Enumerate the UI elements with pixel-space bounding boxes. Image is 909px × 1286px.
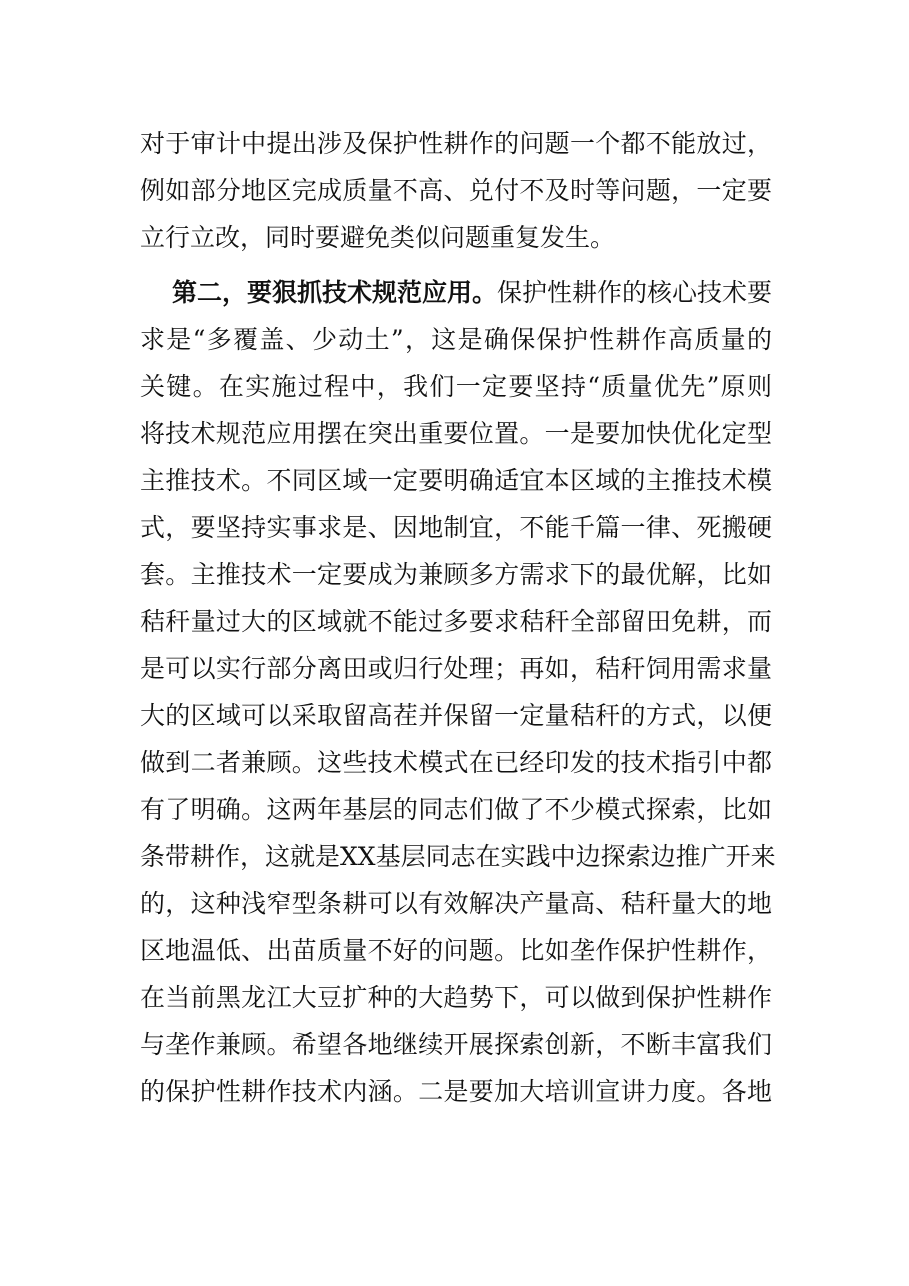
paragraph-2-first-line-text: 保护性耕作的核心技术要 bbox=[497, 278, 773, 307]
paragraph-2 bbox=[140, 269, 776, 1115]
paragraph-2-line: 做到二者兼顾。这些技术模式在已经印发的技术指引中都 bbox=[140, 748, 772, 777]
paragraph-2-line: 式，要坚持实事求是、因地制宜，不能千篇一律、死搬硬 bbox=[140, 513, 772, 542]
paragraph-2-line: 与垄作兼顾。希望各地继续开展探索创新，不断丰富我们 bbox=[140, 1030, 772, 1059]
document-body bbox=[140, 120, 776, 1115]
paragraph-2-heading: 第二，要狠抓技术规范应用。 bbox=[172, 278, 498, 307]
paragraph-2-line: 求是“多覆盖、少动土”，这是确保保护性耕作高质量的 bbox=[140, 325, 772, 354]
paragraph-2-line: 大的区域可以采取留高茬并保留一定量秸秆的方式，以便 bbox=[140, 701, 772, 730]
paragraph-2-line: 有了明确。这两年基层的同志们做了不少模式探索，比如 bbox=[140, 795, 772, 824]
paragraph-2-line: 秸秆量过大的区域就不能过多要求秸秆全部留田免耕，而 bbox=[140, 607, 772, 636]
paragraph-2-first-line bbox=[140, 269, 772, 316]
paragraph-1 bbox=[140, 120, 772, 261]
paragraph-2-line: 的，这种浅窄型条耕可以有效解决产量高、秸秆量大的地 bbox=[140, 889, 772, 918]
paragraph-2-line: 是可以实行部分离田或归行处理；再如，秸秆饲用需求量 bbox=[140, 654, 772, 683]
paragraph-2-line: 关键。在实施过程中，我们一定要坚持“质量优先”原则 bbox=[140, 372, 772, 401]
paragraph-1-line: 例如部分地区完成质量不高、兑付不及时等问题，一定要 bbox=[140, 176, 772, 205]
paragraph-2-line: 套。主推技术一定要成为兼顾多方需求下的最优解，比如 bbox=[140, 560, 772, 589]
paragraph-2-line: 条带耕作，这就是XX基层同志在实践中边探索边推广开来 bbox=[140, 842, 776, 871]
paragraph-2-line: 主推技术。不同区域一定要明确适宜本区域的主推技术模 bbox=[140, 466, 772, 495]
paragraph-2-line: 区地温低、出苗质量不好的问题。比如垄作保护性耕作， bbox=[140, 936, 772, 965]
paragraph-1-line: 立行立改，同时要避免类似问题重复发生。 bbox=[140, 223, 616, 252]
paragraph-2-line: 在当前黑龙江大豆扩种的大趋势下，可以做到保护性耕作 bbox=[140, 983, 772, 1012]
paragraph-gap bbox=[140, 261, 772, 269]
paragraph-2-line: 将技术规范应用摆在突出重要位置。一是要加快优化定型 bbox=[140, 419, 772, 448]
paragraph-2-line: 的保护性耕作技术内涵。二是要加大培训宣讲力度。各地 bbox=[140, 1077, 772, 1106]
paragraph-1-line: 对于审计中提出涉及保护性耕作的问题一个都不能放过， bbox=[140, 129, 772, 158]
